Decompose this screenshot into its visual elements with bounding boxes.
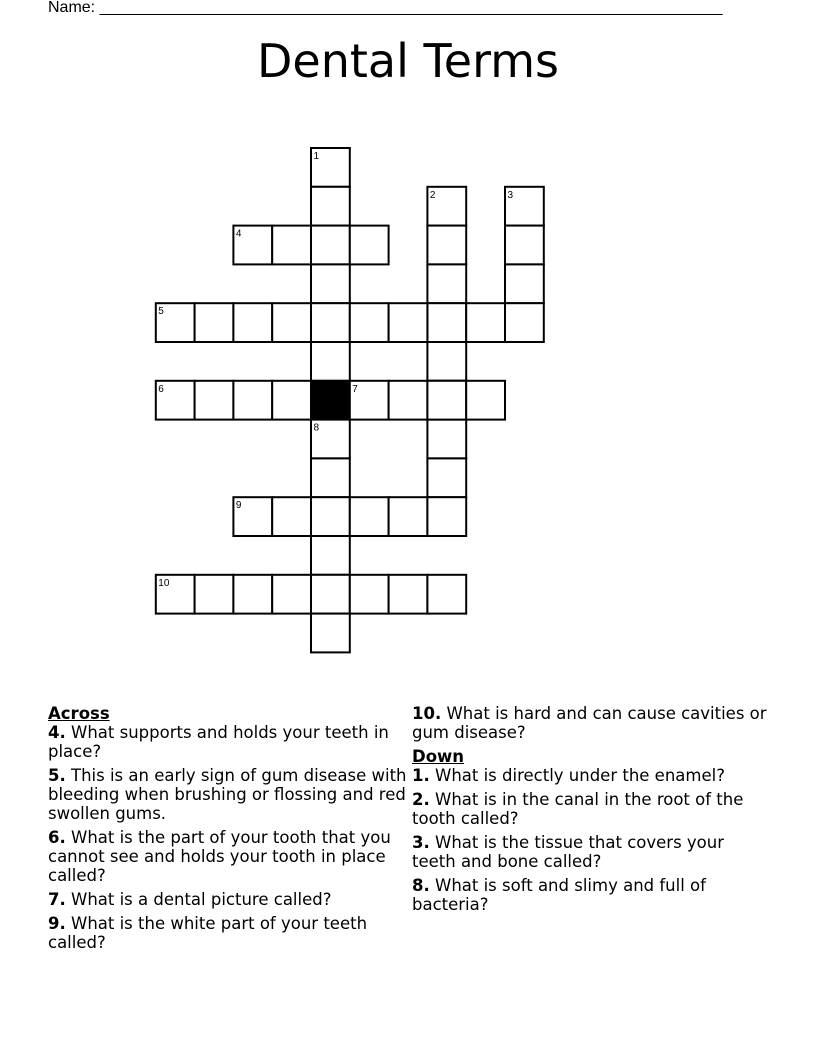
grid-cell[interactable] [272,381,311,420]
grid-cell[interactable] [272,575,311,614]
grid-cell[interactable] [195,575,234,614]
grid-cell[interactable] [311,264,350,303]
grid-cell[interactable] [311,575,350,614]
clue-across-6 [48,828,408,885]
grid-cell[interactable] [350,381,389,420]
clue-number: 3. [412,833,430,852]
clue-text: What is soft and slimy and full of bacteria? [412,876,706,914]
clue-across-5 [48,766,408,823]
grid-cell[interactable] [350,575,389,614]
down-heading: Down [412,747,465,766]
grid-cell[interactable] [427,226,466,265]
clue-across-4 [48,723,408,761]
clue-number: 6. [48,828,66,847]
clue-down-8 [412,876,772,914]
grid-cell[interactable] [311,342,350,381]
clue-text: What is in the canal in the root of the tooth called? [412,790,744,828]
clue-text: What is a dental picture called? [71,890,332,909]
cell-number: 6 [158,383,164,395]
more-clues [412,704,772,919]
grid-cell[interactable] [427,303,466,342]
grid-cell[interactable] [311,458,350,497]
clue-text: What is directly under the enamel? [435,766,725,785]
grid-cell[interactable] [233,226,272,265]
grid-cell[interactable] [350,497,389,536]
clue-across-7 [48,890,408,909]
clue-number: 10. [412,704,442,723]
cell-number: 3 [507,189,514,201]
clue-text: What is the tissue that covers your teeth and bone called? [412,833,725,871]
grid-cell[interactable] [311,148,350,187]
grid-cell[interactable] [389,381,428,420]
clue-number: 9. [48,914,66,933]
grid-cell[interactable] [389,497,428,536]
clue-number: 2. [412,790,430,809]
grid-cell[interactable] [505,303,544,342]
clue-number: 5. [48,766,66,785]
clue-number: 4. [48,723,66,742]
clue-down-2 [412,790,772,828]
clue-number: 8. [412,876,430,895]
grid-cell[interactable] [427,497,466,536]
grid-cell[interactable] [427,187,466,226]
clue-text: What is the part of your tooth that you cannot see and holds your tooth in place called? [48,828,391,885]
grid-cell[interactable] [233,303,272,342]
clue-text: What is hard and can cause cavities or gum disease? [412,704,767,742]
name-line[interactable]: Name: ______________________________________________________________________ [48,0,723,16]
grid-cell[interactable] [272,303,311,342]
grid-cell[interactable] [311,226,350,265]
clue-down-1 [412,766,772,785]
grid-cell[interactable] [156,303,195,342]
grid-cell[interactable] [427,381,466,420]
across-clues [48,704,408,957]
grid-cell[interactable] [466,303,505,342]
grid-cell[interactable] [350,226,389,265]
cell-number: 5 [158,306,164,318]
grid-cell[interactable] [311,614,350,653]
grid-cell[interactable] [272,497,311,536]
page-title: Dental Terms [257,34,559,88]
clue-text: What is the white part of your teeth called? [48,914,368,952]
grid-cell[interactable] [350,303,389,342]
grid-cell[interactable] [272,226,311,265]
grid-cell[interactable] [427,420,466,459]
grid-cell[interactable] [311,420,350,459]
clue-across-10 [412,704,772,742]
clue-text: What supports and holds your teeth in place? [48,723,389,761]
grid-cell[interactable] [427,458,466,497]
cell-number: 7 [352,383,358,395]
grid-cell[interactable] [195,303,234,342]
grid-cell[interactable] [427,575,466,614]
grid-cell[interactable] [233,381,272,420]
grid-cell[interactable] [233,575,272,614]
cell-number: 4 [235,228,242,240]
grid-cell[interactable] [311,187,350,226]
grid-cell[interactable] [505,226,544,265]
grid-cell[interactable] [311,497,350,536]
grid-cell[interactable] [156,381,195,420]
cell-number: 10 [158,577,170,589]
clue-down-3 [412,833,772,871]
grid-cell[interactable] [311,303,350,342]
grid-cell[interactable] [505,187,544,226]
grid-cell[interactable] [466,381,505,420]
grid-cell[interactable] [233,497,272,536]
grid-cell[interactable] [389,303,428,342]
across-heading: Across [48,704,110,723]
cell-number: 9 [235,500,242,512]
cell-number: 1 [313,151,320,162]
grid-cell[interactable] [156,575,195,614]
grid-cell[interactable] [427,342,466,381]
cell-number: 2 [429,189,436,201]
black-square [311,381,350,420]
clue-across-9 [48,914,408,952]
grid-cell[interactable] [389,575,428,614]
grid-cell[interactable] [505,264,544,303]
grid-cell[interactable] [195,381,234,420]
grid-cell[interactable] [427,264,466,303]
clue-text: This is an early sign of gum disease with bleeding when brushing or flossing and red swollen gums. [48,766,407,823]
clue-number: 1. [412,766,430,785]
cell-number: 8 [313,422,320,434]
grid-cell[interactable] [311,536,350,575]
clue-number: 7. [48,890,66,909]
